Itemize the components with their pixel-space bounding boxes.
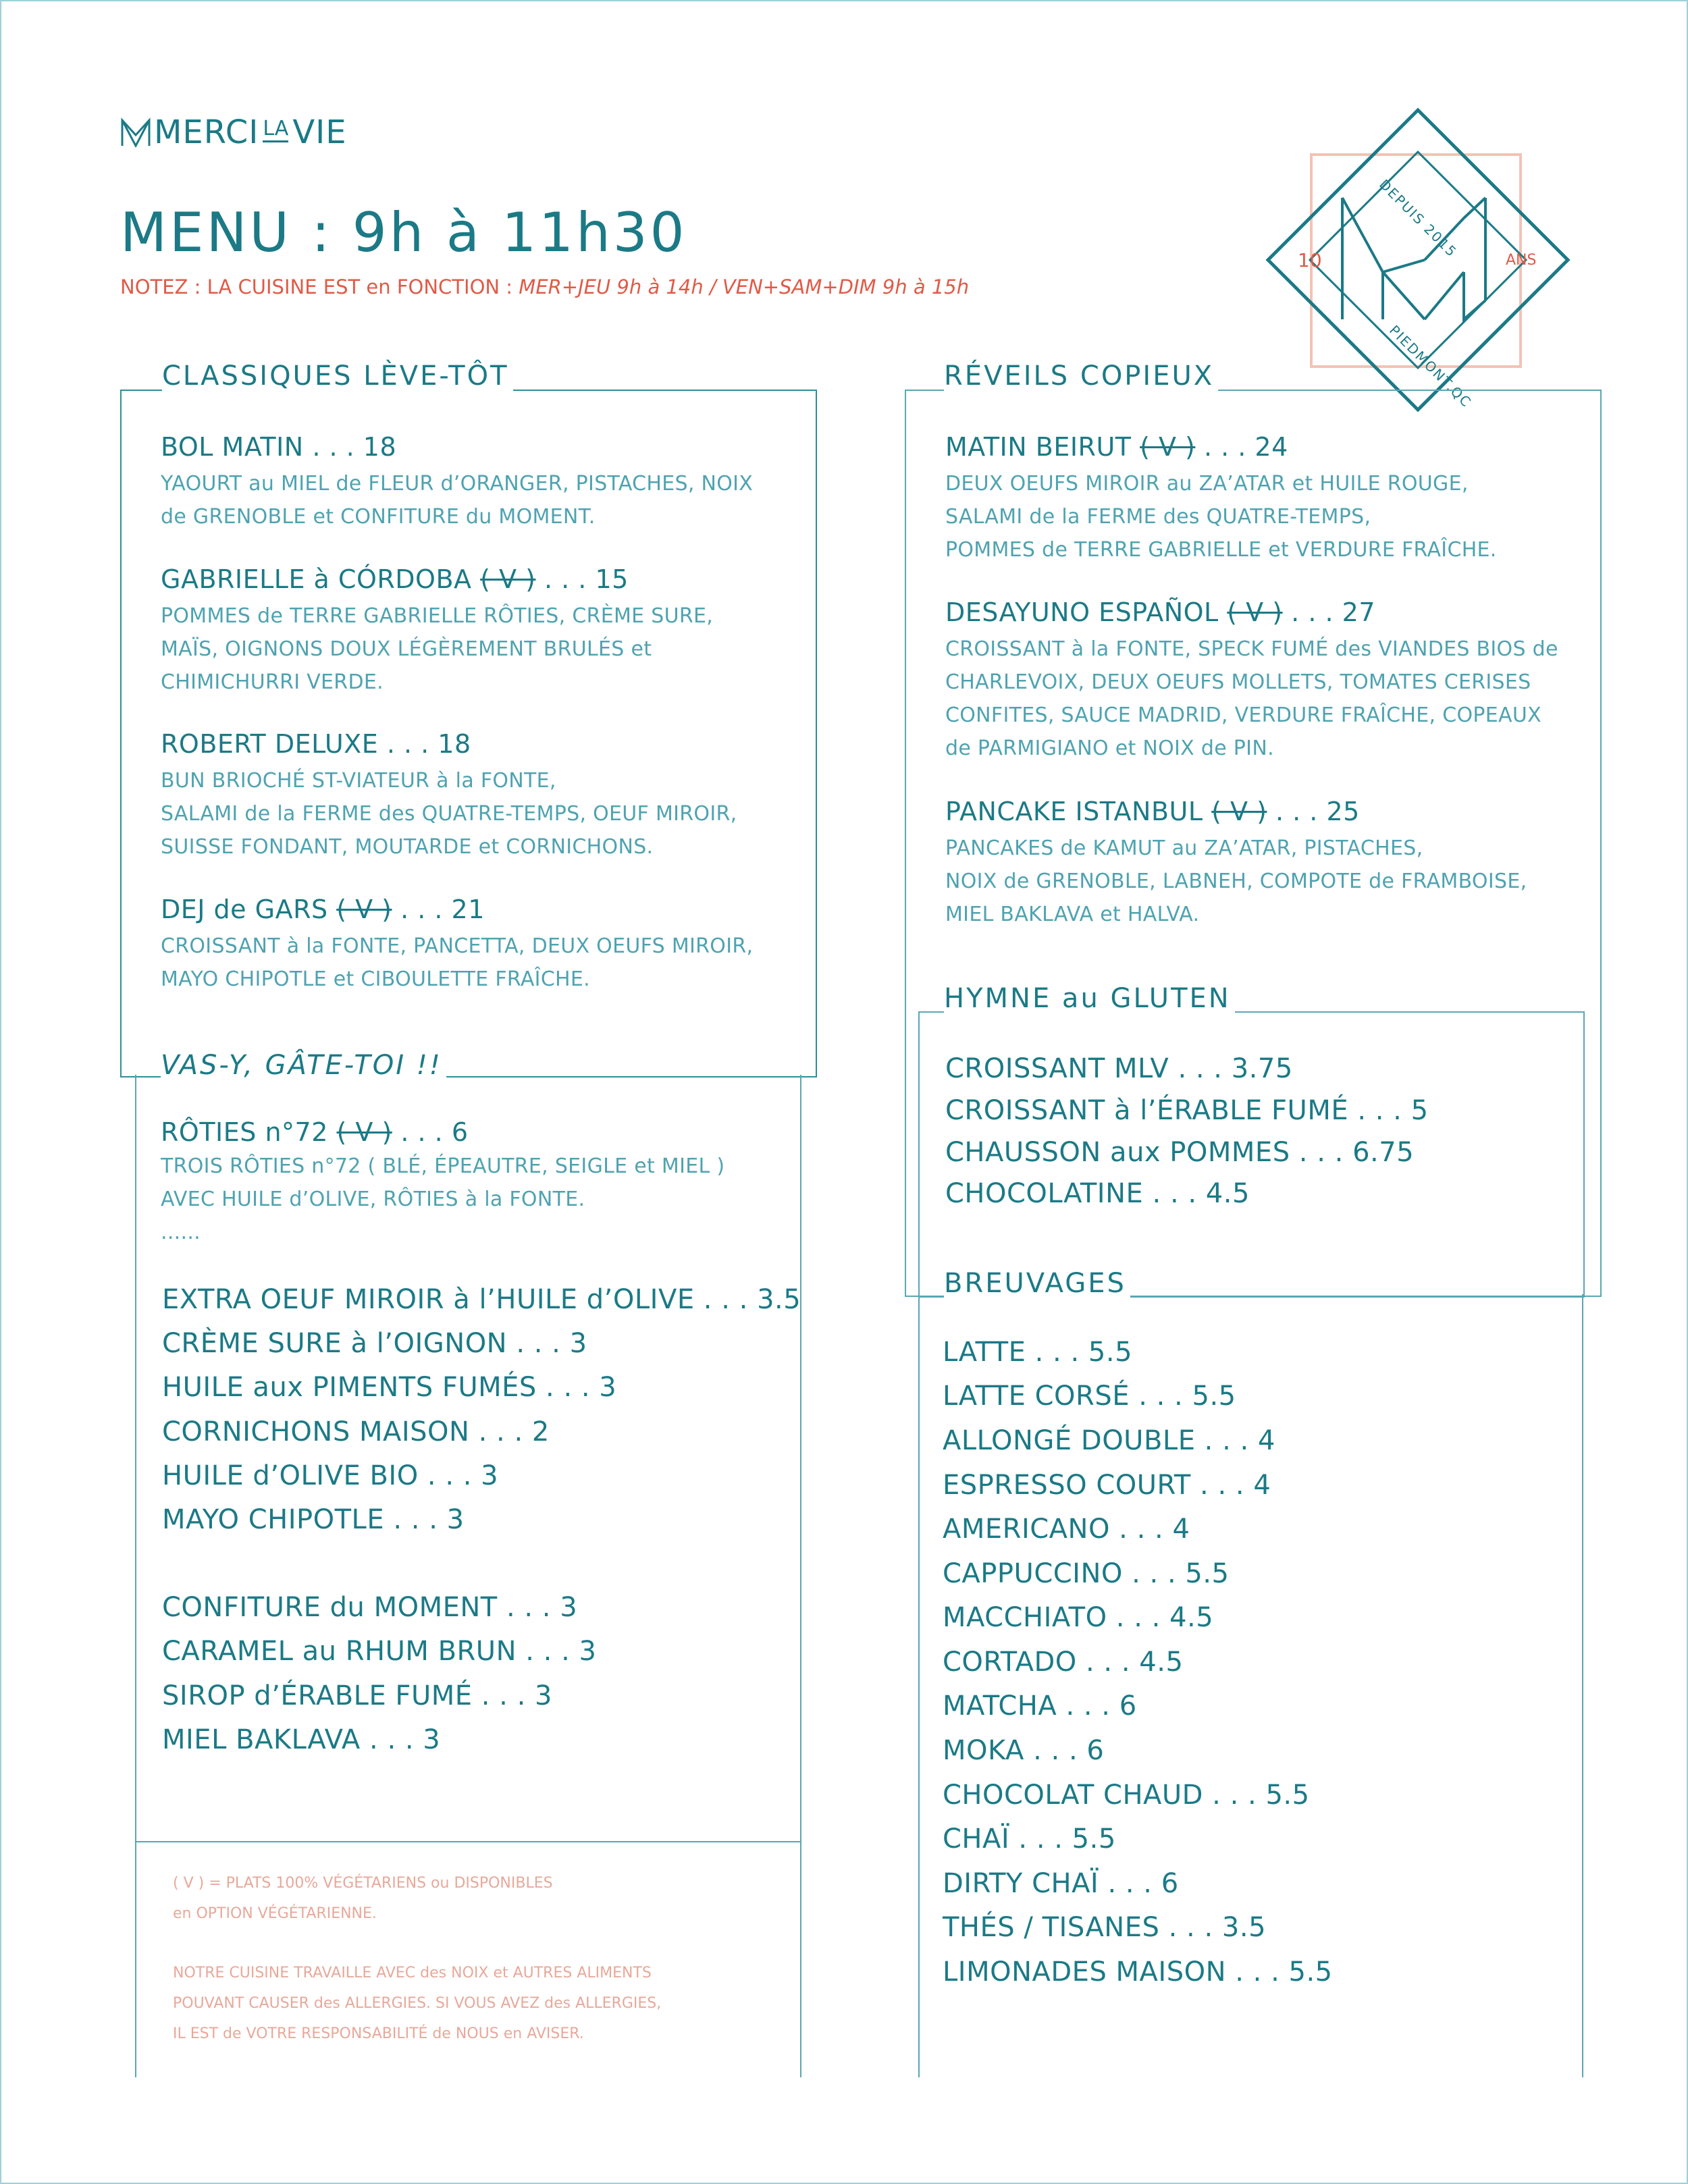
extra-item: CRÈME SURE à l’OIGNON . . . 3 — [162, 1328, 587, 1359]
item-name: DEJ de GARS — [161, 895, 337, 924]
item-name: GABRIELLE à CÓRDOBA — [161, 564, 481, 594]
desc-line: TROIS RÔTIES n°72 ( BLÉ, ÉPEAUTRE, SEIGLE et MIEL ) — [161, 1154, 725, 1178]
extra-item: SIROP d’ÉRABLE FUMÉ . . . 3 — [162, 1680, 552, 1711]
desc-line: MAYO CHIPOTLE et CIBOULETTE FRAÎCHE. — [161, 967, 591, 991]
anniversary-badge — [1263, 105, 1573, 415]
desc-line: SALAMI de la FERME des QUATRE-TEMPS, — [945, 505, 1371, 529]
footnote-line: NOTRE CUISINE TRAVAILLE AVEC des NOIX et AUTRES ALIMENTS — [173, 1965, 652, 1981]
section-heading-gatetoi: VAS-Y, GÂTE-TOI !! — [161, 1050, 446, 1081]
page-title: MENU : 9h à 11h30 — [120, 201, 687, 264]
desc-line: CHARLEVOIX, DEUX OEUFS MOLLETS, TOMATES CERISES — [945, 670, 1531, 694]
item-price: . . . 6 — [392, 1117, 469, 1147]
item-price: . . . 25 — [1267, 797, 1360, 826]
logo-text-vie: VIE — [292, 113, 347, 151]
breuvages-right-rule — [1582, 1294, 1583, 2077]
gatetoi-right-rule — [800, 1075, 801, 2077]
footnote-line: IL EST de VOTRE RESPONSABILITÉ de NOUS en AVISER. — [173, 2025, 584, 2042]
item-description — [161, 600, 713, 699]
drink-item: CORTADO . . . 4.5 — [943, 1647, 1184, 1678]
section-heading-hymne: HYMNE au GLUTEN — [944, 983, 1235, 1014]
extra-item: MAYO CHIPOTLE . . . 3 — [162, 1504, 465, 1535]
item-name: BOL MATIN — [161, 432, 304, 462]
notice-hours: MER+JEU 9h à 14h / VEN+SAM+DIM 9h à 15h — [519, 275, 970, 298]
badge-years-number: 10 — [1298, 249, 1322, 271]
item-name: DESAYUNO ESPAÑOL — [945, 597, 1228, 627]
item-name: MATIN BEIRUT — [945, 432, 1140, 462]
notice-text: : LA CUISINE EST en FONCTION : — [188, 275, 519, 298]
logo-text-merci: MERCI — [154, 113, 259, 151]
desc-line: AVEC HUILE d’OLIVE, RÔTIES à la FONTE. — [161, 1188, 585, 1211]
menu-item-roties — [161, 1117, 724, 1249]
bakery-item: CHOCOLATINE . . . 4.5 — [945, 1178, 1250, 1209]
item-name: RÔTIES n°72 — [161, 1117, 337, 1147]
bakery-item: CROISSANT à l’ÉRABLE FUMÉ . . . 5 — [945, 1095, 1429, 1126]
vegetarian-mark: ( V ) — [336, 895, 392, 924]
item-description — [161, 467, 753, 533]
menu-item-pancake-istanbul — [945, 797, 1527, 931]
section-heading-reveils: RÉVEILS COPIEUX — [944, 361, 1218, 392]
drink-item: CAPPUCCINO . . . 5.5 — [943, 1558, 1230, 1589]
extra-item: HUILE d’OLIVE BIO . . . 3 — [162, 1460, 499, 1491]
drink-item: ESPRESSO COURT . . . 4 — [943, 1470, 1271, 1501]
drink-item: ALLONGÉ DOUBLE . . . 4 — [943, 1425, 1275, 1456]
footnote-divider — [135, 1841, 801, 1842]
drink-item: MACCHIATO . . . 4.5 — [943, 1602, 1214, 1633]
menu-item-robert-deluxe — [161, 729, 737, 863]
menu-item-desayuno-espanol — [945, 597, 1558, 765]
brand-logo — [120, 115, 347, 150]
drink-item: LATTE . . . 5.5 — [943, 1337, 1133, 1368]
desc-line: CONFITES, SAUCE MADRID, VERDURE FRAÎCHE, COPEAUX — [945, 703, 1541, 727]
desc-line: CHIMICHURRI VERDE. — [161, 670, 384, 694]
drink-item: THÉS / TISANES . . . 3.5 — [943, 1912, 1267, 1943]
bakery-item: CROISSANT MLV . . . 3.75 — [945, 1053, 1293, 1084]
drink-item: MATCHA . . . 6 — [943, 1690, 1137, 1722]
item-name: ROBERT DELUXE — [161, 729, 379, 759]
desc-line: MIEL BAKLAVA et HALVA. — [945, 903, 1200, 926]
vegetarian-mark: ( V ) — [480, 564, 536, 594]
extra-item: CONFITURE du MOMENT . . . 3 — [162, 1592, 578, 1623]
notice-lead: NOTEZ — [120, 275, 188, 298]
bakery-item: CHAUSSON aux POMMES . . . 6.75 — [945, 1137, 1415, 1168]
drink-item: AMERICANO . . . 4 — [943, 1514, 1190, 1545]
extra-item: CARAMEL au RHUM BRUN . . . 3 — [162, 1636, 597, 1667]
drink-item: LIMONADES MAISON . . . 5.5 — [943, 1956, 1333, 1988]
kitchen-hours-notice — [120, 275, 969, 298]
vegetarian-mark: ( V ) — [1140, 432, 1196, 462]
menu-item-gabrielle — [161, 564, 713, 699]
drink-item: CHOCOLAT CHAUD . . . 5.5 — [943, 1780, 1310, 1811]
drink-item: LATTE CORSÉ . . . 5.5 — [943, 1381, 1236, 1412]
desc-line: POMMES de TERRE GABRIELLE RÔTIES, CRÈME SURE, — [161, 604, 714, 628]
item-description — [161, 930, 753, 996]
desc-line: MAÏS, OIGNONS DOUX LÉGÈREMENT BRULÉS et — [161, 637, 652, 661]
badge-location: PIEDMONT.QC — [1386, 322, 1475, 411]
item-price: . . . 24 — [1195, 432, 1288, 462]
menu-item-bol-matin — [161, 432, 753, 533]
desc-line: YAOURT au MIEL de FLEUR d’ORANGER, PISTACHES, NOIX — [161, 472, 754, 496]
desc-line: de GRENOBLE et CONFITURE du MOMENT. — [161, 505, 596, 529]
breuvages-left-rule — [918, 1294, 920, 2077]
extra-item: MIEL BAKLAVA . . . 3 — [162, 1724, 441, 1755]
item-description — [161, 1150, 724, 1249]
item-description — [945, 633, 1558, 765]
desc-dots: ...... — [161, 1221, 201, 1244]
extra-item: CORNICHONS MAISON . . . 2 — [162, 1416, 550, 1447]
drink-item: DIRTY CHAÏ . . . 6 — [943, 1868, 1179, 1899]
item-price: . . . 15 — [535, 564, 629, 594]
vegetarian-mark: ( V ) — [336, 1117, 392, 1147]
extra-item: HUILE aux PIMENTS FUMÉS . . . 3 — [162, 1372, 617, 1403]
desc-line: CROISSANT à la FONTE, SPECK FUMÉ des VIANDES BIOS de — [945, 637, 1558, 661]
item-description — [161, 764, 737, 863]
vegetarian-mark: ( V ) — [1227, 597, 1283, 627]
item-description — [945, 832, 1527, 931]
item-description — [945, 467, 1497, 566]
item-price: . . . 18 — [378, 729, 471, 759]
section-heading-classiques: CLASSIQUES LÈVE-TÔT — [162, 361, 513, 392]
extra-item: EXTRA OEUF MIROIR à l’HUILE d’OLIVE . . . 3.5 — [162, 1284, 801, 1315]
vegetarian-footnote — [173, 1868, 553, 1929]
desc-line: de PARMIGIANO et NOIX de PIN. — [945, 737, 1274, 760]
menu-item-matin-beirut — [945, 432, 1497, 566]
badge-years-label: ANS — [1506, 252, 1537, 269]
gatetoi-left-rule — [135, 1075, 136, 2077]
desc-line: DEUX OEUFS MIROIR au ZA’ATAR et HUILE ROUGE, — [945, 472, 1469, 496]
desc-line: SUISSE FONDANT, MOUTARDE et CORNICHONS. — [161, 835, 654, 859]
logo-mark-icon — [120, 117, 151, 147]
desc-line: POMMES de TERRE GABRIELLE et VERDURE FRAÎCHE. — [945, 538, 1497, 562]
desc-line: NOIX de GRENOBLE, LABNEH, COMPOTE de FRAMBOISE, — [945, 870, 1527, 893]
section-heading-breuvages: BREUVAGES — [944, 1268, 1130, 1299]
footnote-line: POUVANT CAUSER des ALLERGIES. SI VOUS AVEZ des ALLERGIES, — [173, 1995, 662, 2012]
allergy-footnote — [173, 1958, 661, 2049]
item-name: PANCAKE ISTANBUL — [945, 797, 1212, 826]
desc-line: PANCAKES de KAMUT au ZA’ATAR, PISTACHES, — [945, 836, 1423, 860]
item-price: . . . 18 — [303, 432, 397, 462]
desc-line: SALAMI de la FERME des QUATRE-TEMPS, OEUF MIROIR, — [161, 802, 737, 826]
desc-line: CROISSANT à la FONTE, PANCETTA, DEUX OEUFS MIROIR, — [161, 934, 754, 958]
item-price: . . . 27 — [1282, 597, 1376, 627]
footnote-line: ( V ) = PLATS 100% VÉGÉTARIENS ou DISPONIBLES — [173, 1875, 553, 1892]
vegetarian-mark: ( V ) — [1211, 797, 1267, 826]
logo-text-la: LA — [263, 117, 288, 142]
item-price: . . . 21 — [392, 895, 485, 924]
drink-item: CHAÏ . . . 5.5 — [943, 1823, 1116, 1855]
drink-item: MOKA . . . 6 — [943, 1735, 1105, 1766]
desc-line: BUN BRIOCHÉ ST-VIATEUR à la FONTE, — [161, 769, 556, 793]
footnote-line: en OPTION VÉGÉTARIENNE. — [173, 1905, 377, 1922]
badge-since: DEPUIS 2015 — [1376, 176, 1460, 261]
menu-item-dej-de-gars — [161, 895, 753, 996]
